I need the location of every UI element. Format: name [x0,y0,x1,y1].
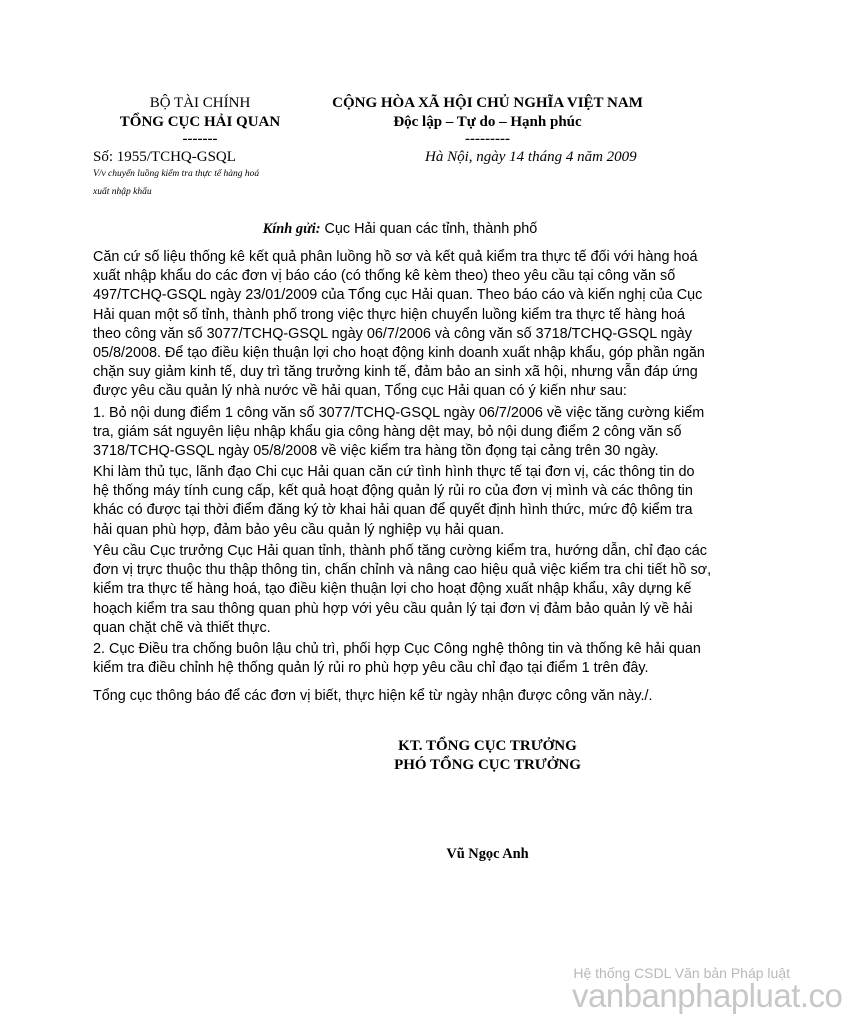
watermark-site-text: vanbanphapluat.co [572,977,842,1014]
place-date: Hà Nội, ngày 14 tháng 4 năm 2009 [425,149,637,165]
national-motto: Độc lập – Tự do – Hạnh phúc [393,114,582,130]
paragraph-procedure: Khi làm thủ tục, lãnh đạo Chi cục Hải quan căn cứ tình hình thực tế tại đơn vị, các thông tin do hệ thống máy tính cung cấp, kết quả hoạt động quản lý rủi ro của đơn vị mình và các thông tin khác có được tại thời điểm đăng ký tờ khai hải quan để quyết định hình thức, mức độ kiểm tra hải quan phù hợp, đảm bảo yêu cầu quản lý nghiệp vụ hải quan. [93,464,695,538]
paragraph-closing: Tổng cục thông báo để các đơn vị biết, thực hiện kể từ ngày nhận được công văn này./. [93,688,653,704]
paragraph-point-2: 2. Cục Điều tra chống buôn lậu chủ trì, phối hợp Cục Công nghệ thông tin và thống kê hải quan kiểm tra điều chỉnh hệ thống quản lý rủi ro phù hợp yêu cầu chỉ đạo tại điểm 1 trên đây. [93,641,701,677]
right-separator: --------- [465,131,510,147]
signature-title-2: PHÓ TỔNG CỤC TRƯỞNG [394,757,581,773]
subject-line-1: V/v chuyển luồng kiểm tra thực tế hàng hoá [93,169,260,179]
recipient-line [0,220,800,239]
paragraph-point-1: 1. Bỏ nội dung điểm 1 công văn số 3077/TCHQ-GSQL ngày 06/7/2006 về việc tăng cường kiểm tra, giám sát nguyên liệu nhập khẩu gia công hàng dệt may, bỏ nội dung điểm 2 công văn số 3718/TCHQ-GSQL ngày 05/8/2008 về việc kiểm tra hàng tồn đọng tại cảng trên 30 ngày. [93,405,705,460]
recipient-text: Cục Hải quan các tỉnh, thành phố [320,221,538,237]
department-name: TỔNG CỤC HẢI QUAN [119,114,281,130]
nation-title: CỘNG HÒA XÃ HỘI CHỦ NGHĨA VIỆT NAM [332,95,643,111]
paragraph-intro: Căn cứ số liệu thống kê kết quả phân luồng hồ sơ và kết quả kiểm tra thực tế đối với hàng hoá xuất nhập khẩu do các đơn vị báo cáo (có thống kê kèm theo) theo yêu cầu tại công văn số 497/TCHQ-GSQL ngày 23/01/2009 của Tổng cục Hải quan. Theo báo cáo và kiến nghị của Cục Hải quan một số tỉnh, thành phố trong việc thực hiện chuyển luồng kiểm tra thực tế hàng hoá theo công văn số 3077/TCHQ-GSQL ngày 06/7/2006 và công văn số 3718/TCHQ-GSQL ngày 05/8/2008. Để tạo điều kiện thuận lợi cho hoạt động kinh doanh xuất nhập khẩu, góp phần ngăn chặn suy giảm kinh tế, duy trì tăng trưởng kinh tế, đảm bảo an sinh xã hội, nhưng vẫn đáp ứng được yêu cầu quản lý nhà nước về hải quan, Tổng cục Hải quan có ý kiến như sau: [93,249,705,400]
signature-title-1: KT. TỔNG CỤC TRƯỞNG [398,738,577,754]
signer-name: Vũ Ngọc Anh [446,846,529,862]
paragraph-request: Yêu cầu Cục trưởng Cục Hải quan tỉnh, thành phố tăng cường kiểm tra, hướng dẫn, chỉ đạo các đơn vị trực thuộc thu thập thông tin, chấn chỉnh và nâng cao hiệu quả việc kiểm tra chi tiết hồ sơ, kiểm tra thực tế hàng hoá, tạo điều kiện thuận lợi cho hoạt động xuất nhập khẩu, xây dựng kế hoạch kiểm tra sau thông quan phù hợp với yêu cầu quản lý tại đơn vị đảm bảo quản lý về hải quan chặt chẽ và thiết thực. [93,543,712,636]
left-separator: ------- [182,131,218,147]
document-number: Số: 1955/TCHQ-GSQL [93,149,236,165]
recipient-label: Kính gửi: [262,221,321,237]
ministry-name: BỘ TÀI CHÍNH [149,95,251,111]
watermark-system-text: Hệ thống CSDL Văn bản Pháp luật [573,965,790,981]
subject-line-2: xuất nhập khẩu [93,187,152,197]
